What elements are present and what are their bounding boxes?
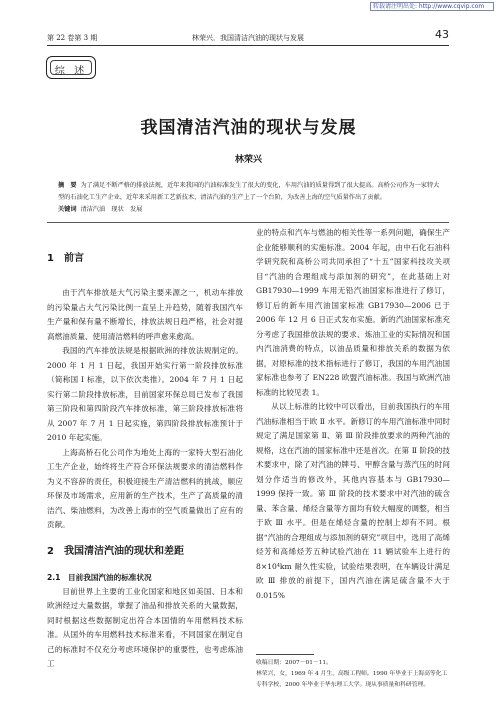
footnote-rule bbox=[256, 654, 314, 655]
paragraph: 上海高桥石化公司作为地处上海的一家特大型石油化工生产企业，始终将生产符合环保法规要求的清洁燃料作为义不容辞的责任，积极迎接生产清洁燃料的挑战，顺应环保及市场需求，应用新的生产技术，生产了高质量的清洁汽、柴油燃料，为改善上海市的空气质量做出了应有的贡献。 bbox=[47, 447, 243, 529]
right-column bbox=[256, 226, 450, 603]
paragraph: 从以上标准的比较中可以看出，目前我国执行的车用汽油标准相当于欧 Ⅱ 水平。新修订的车用汽油标准中同时规定了满足国家第 Ⅱ、第 Ⅲ 阶段排放要求的两种汽油的规格，这在汽油的国家标准中还是首次。在第 Ⅱ 阶段的技术要求中，除了对汽油的牌号、甲醇含量与蒸汽压的时间划分作适当的修改外，其他内容基本与 GB17930—1999 保持一致。第 Ⅲ 阶段的技术要求中对汽油的硫含量、苯含量、烯烃含量等方面均有较大幅度的调整，相当于欧 Ⅲ 水平。但是在烯烃含量的控制上却有不同。根据“汽油的合理组成与添加剂的研究”项目中，选用了高烯烃芳和高烯烃芳五种试验汽油在 11 辆试验车上进行的 8×10⁴km 耐久性实验，试验结果表明，在车辆设计满足欧 Ⅲ 排放的前提下，国内汽油在满足硫含量不大于 0.015% bbox=[256, 402, 450, 600]
download-stamp: 转载请注明出处: http://www.cqvip.com bbox=[370, 2, 494, 11]
keywords bbox=[58, 204, 443, 216]
running-header bbox=[47, 28, 449, 44]
abstract-rule bbox=[47, 222, 449, 223]
section-1-heading: 1 前言 bbox=[47, 253, 84, 264]
keywords-text: 清洁汽油 现状 发展 bbox=[80, 206, 143, 213]
author-bio: 林荣兴，女，1969 年 4 月生，高级工程师。1990 年毕业于上海高等化工专科学校，2000 年毕业于华东理工大学。现从事质量和科研管理。 bbox=[256, 671, 448, 688]
abstract bbox=[58, 180, 443, 204]
paragraph: 由于汽车排放是大气污染主要来源之一，机动车排放的污染量占大气污染比例一直呈上升趋势，随着我国汽车生产量和保有量不断增长，排放法规日趋严格，社会对提高燃油质量、使用清洁燃料的呼声愈来愈高。 bbox=[47, 288, 243, 341]
section-tag-box bbox=[46, 56, 96, 79]
abstract-text: 为了满足不断严格的排放法规，近年来我国的汽油标准发生了很大的变化，车用汽油的质量得到了很大提高。高桥公司作为一家特大型的石油化工生产企业，近年来采用新工艺新技术，清洁汽油的生产上了一个台阶，为改善上海的空气质量作出了贡献。 bbox=[58, 182, 440, 201]
article-author: 林荣兴 bbox=[234, 155, 262, 165]
journal-issue: 第 22 卷第 3 期 bbox=[47, 34, 98, 42]
paragraph: 目前世界上主要的工业化国家和地区如美国、日本和欧洲经过大量数据，掌握了油品和排放关系的大量数据，同时根据这些数据制定出符合本国情的车用燃料技术标准。从国外的车用燃料技术标准来看，不同国家在制定自己的标准时不仅充分考虑环境保护的重要性，也考虑炼油工 bbox=[47, 586, 243, 668]
section-2-heading: 2 我国清洁汽油的现状和差距 bbox=[47, 545, 184, 557]
section-tag: 综 述 bbox=[54, 66, 88, 77]
received-date: 收稿日期：2007－01－11。 bbox=[256, 660, 332, 666]
paragraph: 我国的汽车排放法规是根据欧洲的排放法规制定的。2000 年 1 月 1 日起，我国开始实行第一阶段排放标准（简称国 Ⅰ 标准，以下依次类推）。2004 年 7 月 1 日起实行第二阶段排放标准，目前国家环保总局已发布了我国第三阶段和第四阶段汽车排放标准，第三阶段排放标准将从 2007 年 7 月 1 日起实施，第四阶段排放标准预计于 2010 年起实施。 bbox=[47, 346, 243, 442]
subsection-2-1-heading: 2.1 目前我国汽油的标准状况 bbox=[47, 572, 152, 582]
header-title: 林荣兴．我国清洁汽油的现状与发展 bbox=[192, 34, 304, 42]
article-title: 我国清洁汽油的现状与发展 bbox=[140, 118, 357, 138]
paragraph: 业的特点和汽车与燃油的相关性等一系列问题，确保生产企业能够顺利的实施标准。2004 年起，由中石化石油科学研究院和高桥公司共同承担了“十五”国家科技攻关项目“汽油的合理组成与添加剂的研究”，在此基础上对 GB17930—1999 车用无铅汽油国家标准进行了修订，修订后的新车用汽油国家标准 GB17930—2006 已于 2006 年 12 月 6 日正式发布实施。新的汽油国家标准充分考虑了我国排放法规的要求、炼油工业的实际情况和国内汽油消费的特点，以油品质量和排放关系的数据为依据，对原标准的技术指标进行了修订，我国的车用汽油国家标准也参考了 EN228 欧盟汽油标准。我国与欧洲汽油标准的比较见表 1。 bbox=[256, 228, 450, 397]
header-rule bbox=[47, 45, 449, 46]
left-column bbox=[47, 226, 243, 672]
keywords-label: 关键词 bbox=[58, 206, 77, 213]
footnote bbox=[256, 658, 450, 691]
abstract-label: 摘 要 bbox=[58, 182, 77, 189]
page-number: 43 bbox=[435, 28, 449, 41]
